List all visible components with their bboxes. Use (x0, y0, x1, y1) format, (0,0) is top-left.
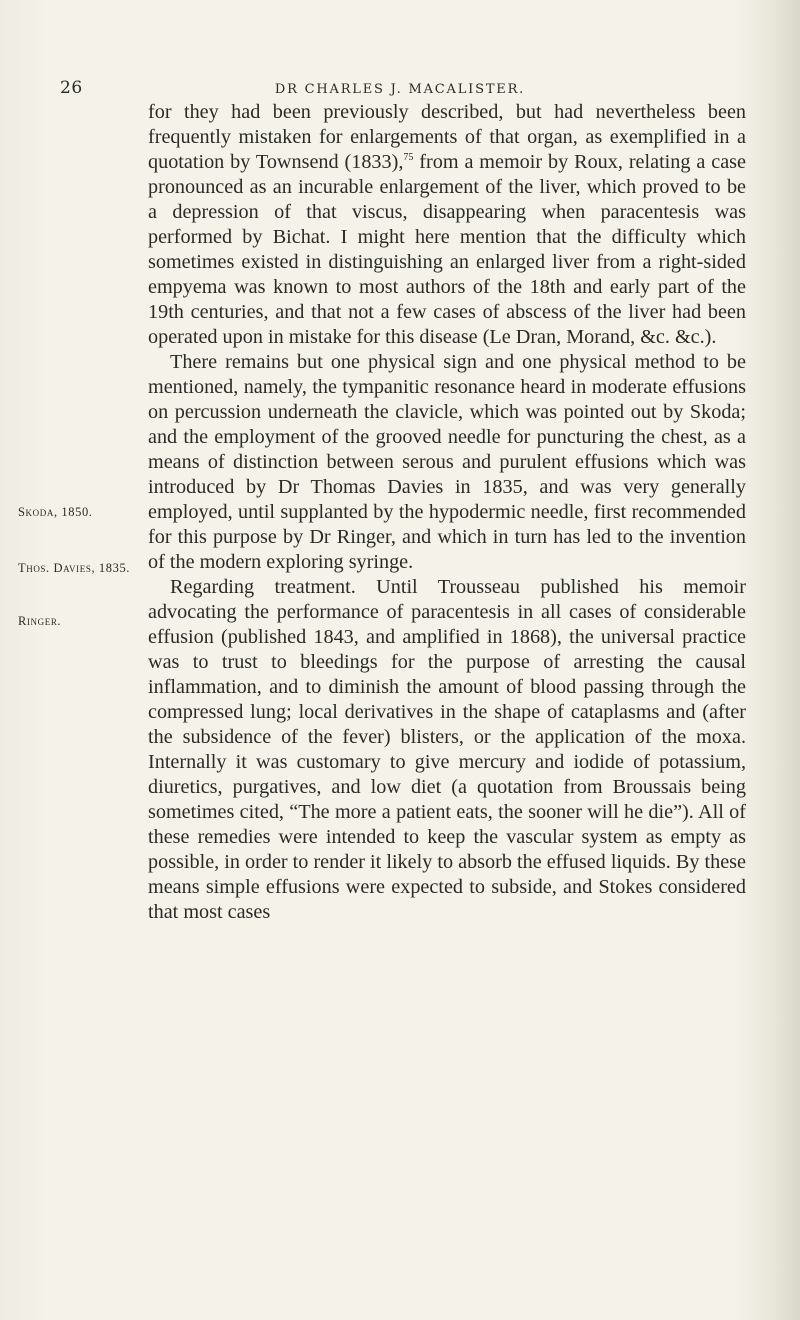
page-number: 26 (60, 78, 83, 98)
paragraph-1 (148, 100, 746, 350)
running-title: DR CHARLES J. MACALISTER. (274, 82, 526, 97)
margin-note-ringer: Ringer. (18, 614, 62, 628)
paragraph-1-text-a: for they had been previously described, but had nevertheless been frequently mistaken for enlargements of that organ, as exemplified in a quotation by Townsend (1833), (148, 101, 746, 173)
footnote-reference: 75 (403, 152, 414, 163)
paragraph-2: There remains but one physical sign and one physical method to be mentioned, namely, the tympanitic resonance heard in moderate effusions on percussion underneath the clavicle, which was pointed out by Skoda; and the employment of the grooved needle for puncturing the chest, as a means of distinction between serous and purulent effusions which was introduced by Dr Thomas Davies in 1835, and was very generally employed, until supplanted by the hypodermic needle, first recommended for this purpose by Dr Ringer, and which in turn has led to the invention of the modern exploring syringe. (148, 351, 746, 573)
margin-note-skoda: Skoda, 1850. (18, 505, 93, 519)
paragraph-3: Regarding treatment. Until Trousseau published his memoir advocating the performance of paracentesis in all cases of considerable effusion (published 1843, and amplified in 1868), the universal practice was to trust to bleedings for the purpose of arresting the causal inflammation, and to diminish the amount of blood passing through the compressed lung; local derivatives in the shape of cataplasms and (after the subsidence of the fever) blisters, or the application of the moxa. Internally it was customary to give mercury and iodide of potassium, diuretics, purgatives, and low diet (a quotation from Broussais being sometimes cited, “The more a patient eats, the sooner will he die”). All of these remedies were intended to keep the vascular system as empty as possible, in order to render it likely to absorb the effused liquids. By these means simple effusions were expected to subside, and Stokes considered that most cases (148, 576, 746, 923)
margin-note-davies: Thos. Davies, 1835. (18, 561, 131, 575)
body-text (148, 100, 746, 925)
paragraph-1-text-b: from a memoir by Roux, relating a case pronounced as an incurable enlargement of the liver, which proved to be a depression of that viscus, disappearing when paracentesis was performed by Bichat. I might here mention that the difficulty which sometimes existed in distinguishing an enlarged liver from a right-sided empyema was known to most authors of the 18th and early part of the 19th centuries, and that not a few cases of abscess of the liver had been operated upon in mistake for this disease (Le Dran, Morand, &c. &c.). (148, 151, 746, 348)
